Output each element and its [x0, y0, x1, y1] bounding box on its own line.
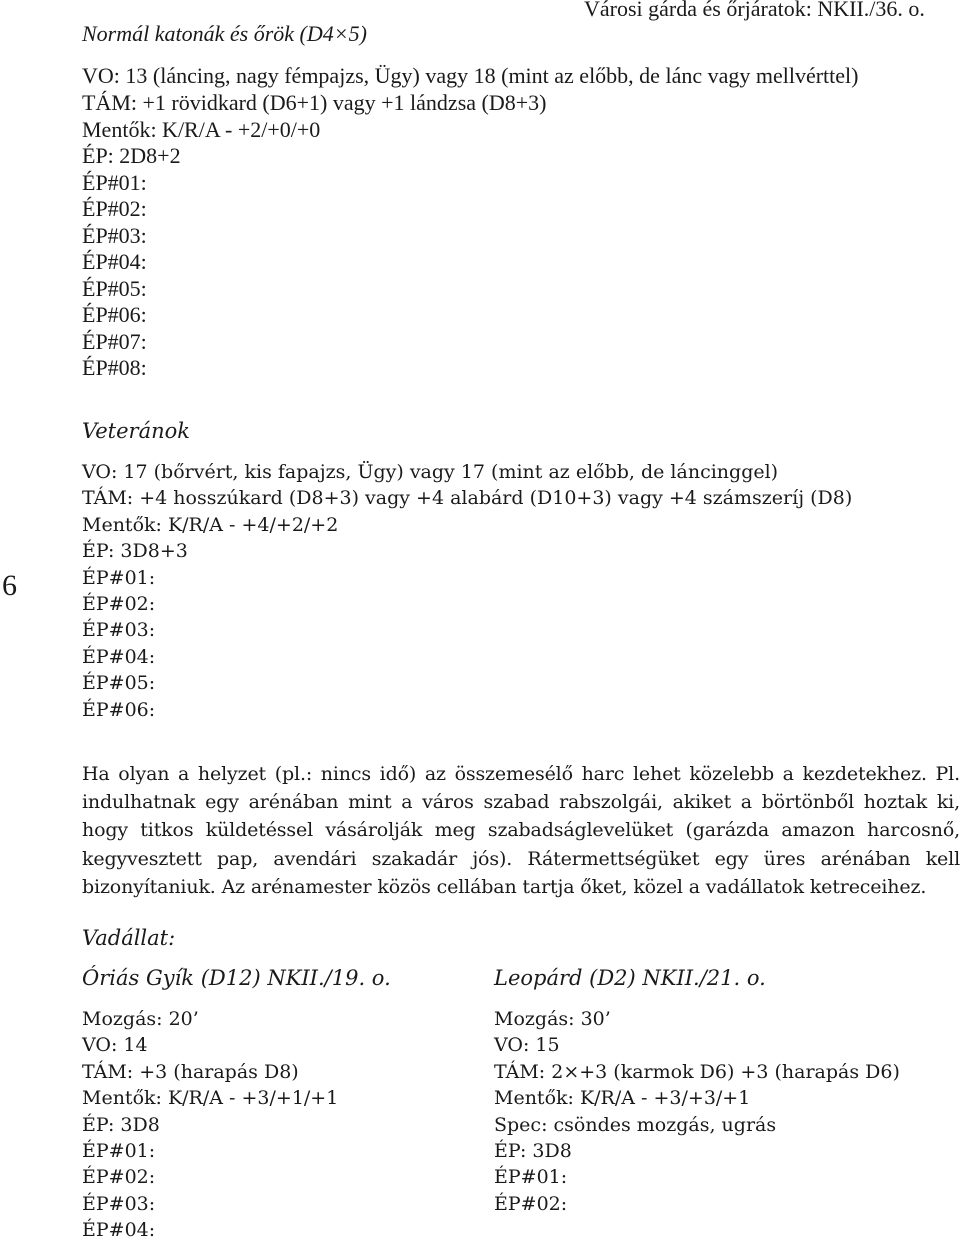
hp-slot: ÉP#03: [82, 1192, 156, 1215]
hp-slot: ÉP#01: [82, 566, 156, 589]
side-page-number: 6 [2, 569, 17, 602]
hp-slot: ÉP#02: [494, 1192, 568, 1215]
hp-slot: ÉP#06: [82, 698, 156, 721]
page-reference: Városi gárda és őrjáratok: NKII./36. o. [584, 0, 925, 21]
stat-line-mentok: Mentők: K/R/A - +3/+1/+1 [82, 1087, 339, 1110]
stat-line-tam: TÁM: +1 rövidkard (D6+1) vagy +1 lándzsa (D8+3) [82, 90, 547, 115]
hp-slot: ÉP#08: [82, 355, 147, 380]
hp-slot: ÉP#03: [82, 619, 156, 642]
giant-lizard-stat-block [82, 1006, 338, 1244]
stat-line-movement: Mozgás: 20’ [82, 1008, 199, 1030]
stat-line-ep: ÉP: 3D8+3 [82, 540, 188, 563]
stat-line-tam: TÁM: +4 hosszúkard (D8+3) vagy +4 alabárd (D10+3) vagy +4 számszeríj (D8) [82, 487, 853, 510]
hp-slot: ÉP#04: [82, 645, 156, 668]
veterans-stat-block [82, 459, 852, 723]
stat-line-ep: ÉP: 3D8 [82, 1113, 160, 1136]
hp-slot: ÉP#04: [82, 1219, 156, 1242]
scenario-paragraph: Ha olyan a helyzet (pl.: nincs idő) az összemesélő harc lehet közelebb a kezdetekhez. Pl. indulhatnak egy arénában mint a város szabad rabszolgái, akiket a börtönből hoztak ki, hogy titkos küldetéssel vásárolják meg szabadságlevelüket (garázda amazon harcosnő, kegyvesztett pap, avendári szakadár jós). Rátermettségüket egy üres arénában kell bizonyítaniuk. Az arénamester közös cellában tartja őket, közel a vadállatok ketreceihez. [82, 763, 960, 898]
hp-slot: ÉP#01: [82, 169, 147, 195]
stat-line-vo: VO: 14 [82, 1034, 148, 1057]
hp-slot: ÉP#06: [82, 302, 147, 327]
leopard-title: Leopárd (D2) NKII./21. o. [494, 966, 766, 990]
hp-slot: ÉP#04: [82, 249, 147, 274]
stat-line-ep: ÉP: 3D8 [494, 1140, 572, 1163]
hp-slot: ÉP#02: [82, 593, 156, 616]
stat-line-tam: TÁM: 2×+3 (karmok D6) +3 (harapás D6) [494, 1060, 900, 1083]
hp-slot: ÉP#05: [82, 275, 147, 301]
hp-slot: ÉP#01: [82, 1140, 156, 1163]
hp-slot: ÉP#07: [82, 328, 147, 354]
stat-line-tam: TÁM: +3 (harapás D8) [82, 1060, 299, 1083]
hp-slot: ÉP#02: [82, 1166, 156, 1189]
stat-line-movement: Mozgás: 30’ [494, 1008, 611, 1030]
stat-line-mentok: Mentők: K/R/A - +4/+2/+2 [82, 513, 339, 536]
hp-slot: ÉP#05: [82, 672, 156, 695]
hp-slot: ÉP#02: [82, 196, 147, 221]
stat-line-ep: ÉP: 2D8+2 [82, 143, 181, 168]
stat-line-mentok: Mentők: K/R/A - +3/+3/+1 [494, 1087, 751, 1110]
leopard-stat-block [494, 1006, 900, 1217]
normal-guards-stat-block [82, 62, 858, 382]
section-title-beasts: Vadállat: [82, 926, 176, 950]
stat-line-mentok: Mentők: K/R/A - +2/+0/+0 [82, 117, 321, 142]
hp-slot: ÉP#03: [82, 222, 147, 248]
giant-lizard-title: Óriás Gyík (D12) NKII./19. o. [82, 966, 391, 990]
stat-line-vo: VO: 13 (láncing, nagy fémpajzs, Ügy) vagy 18 (mint az előbb, de lánc vagy mellvérttel) [82, 63, 859, 88]
section-title-veterans: Veteránok [82, 419, 190, 443]
section-title-normal-guards: Normál katonák és őrök (D4×5) [82, 21, 367, 46]
hp-slot: ÉP#01: [494, 1166, 568, 1189]
stat-line-spec: Spec: csöndes mozgás, ugrás [494, 1113, 777, 1136]
stat-line-vo: VO: 15 [494, 1034, 560, 1057]
stat-line-vo: VO: 17 (bőrvért, kis fapajzs, Ügy) vagy 17 (mint az előbb, de láncinggel) [82, 461, 779, 483]
